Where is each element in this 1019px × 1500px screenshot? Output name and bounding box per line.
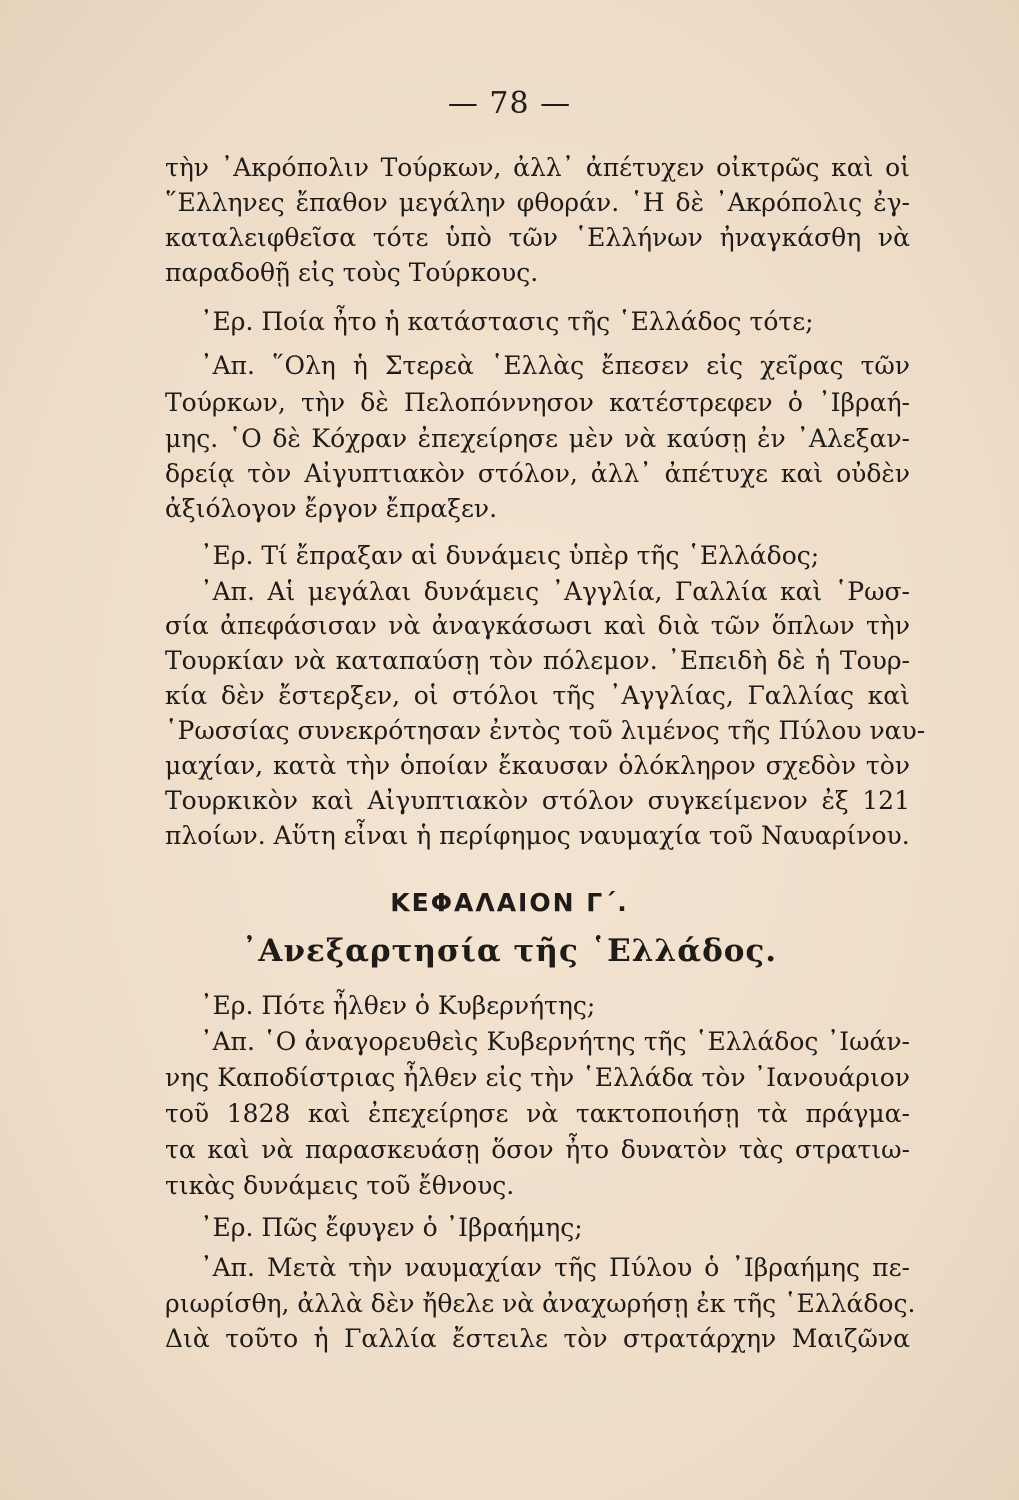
chapter-title: ᾿Ανεξαρτησία τῆς ῾Ελλάδος. [241,933,778,969]
text-line: ῾Ρωσσίας συνεκρότησαν ἐντὸς τοῦ λιμένος τῆς Πύλου ναυ- [165,716,926,745]
chapter-heading: ΚΕΦΑΛΑΙΟΝ Γ΄. [390,888,629,917]
text-line: παραδοθῇ εἰς τοὺς Τούρκους. [165,258,539,287]
question-line: ᾿Ερ. Ποία ἦτο ἡ κατάστασις τῆς ῾Ελλάδος τότε; [200,307,814,336]
text-line: τοῦ 1828 καὶ ἐπεχείρησε νὰ τακτοποιήσῃ τὰ πράγμα- [165,1099,910,1128]
answer-line: ᾿Απ. ῞Ολη ἡ Στερεὰ ῾Ελλὰς ἔπεσεν εἰς χεῖρας τῶν [200,351,910,380]
question-line: ᾿Ερ. Τί ἔπραξαν αἱ δυνάμεις ὑπὲρ τῆς ῾Ελλάδος; [200,541,820,570]
page-number: — 78 — [447,86,572,121]
question-line: ᾿Ερ. Πῶς ἔφυγεν ὁ ᾿Ιβραήμης; [200,1213,583,1242]
question-line: ᾿Ερ. Πότε ἦλθεν ὁ Κυβερνήτης; [200,991,596,1020]
text-line: Τουρκίαν νὰ καταπαύσῃ τὸν πόλεμον. ᾿Επειδὴ δὲ ἡ Τουρ- [165,646,910,675]
text-line: δρείᾳ τὸν Αἰγυπτιακὸν στόλον, ἀλλ᾿ ἀπέτυχε καὶ οὐδὲν [165,459,910,488]
text-line: νης Καποδίστριας ἦλθεν εἰς τὴν ῾Ελλάδα τὸν ᾿Ιανουάριον [165,1063,910,1092]
text-line: μης. ῾Ο δὲ Κόχραν ἐπεχείρησε μὲν νὰ καύσῃ ἐν ᾿Αλεξαν- [165,424,910,453]
text-line: ῞Ελληνες ἔπαθον μεγάλην φθοράν. ῾Η δὲ ᾿Ακρόπολις ἐγ- [165,188,910,217]
answer-line: ᾿Απ. Αἱ μεγάλαι δυνάμεις ᾿Αγγλία, Γαλλία καὶ ῾Ρωσ- [200,577,910,606]
text-line: πλοίων. Αὕτη εἶναι ἡ περίφημος ναυμαχία τοῦ Ναυαρίνου. [165,821,910,850]
text-line: τα καὶ νὰ παρασκευάσῃ ὅσον ἦτο δυνατὸν τὰς στρατιω- [165,1135,910,1164]
answer-line: ᾿Απ. ῾Ο ἀναγορευθεὶς Κυβερνήτης τῆς ῾Ελλάδος ᾿Ιωάν- [200,1027,910,1056]
text-line: Τούρκων, τὴν δὲ Πελοπόννησον κατέστρεφεν ὁ ᾿Ιβραή- [165,388,910,417]
text-line: ἀξιόλογον ἔργον ἔπραξεν. [165,494,498,523]
text-line: ριωρίσθη, ἀλλὰ δὲν ἤθελε νὰ ἀναχωρήσῃ ἐκ τῆς ῾Ελλάδος. [165,1289,916,1318]
text-line: σία ἀπεφάσισαν νὰ ἀναγκάσωσι καὶ διὰ τῶν ὅπλων τὴν [165,611,910,640]
text-line: κία δὲν ἔστερξεν, οἱ στόλοι τῆς ᾿Αγγλίας, Γαλλίας καὶ [165,681,910,710]
text-line: Διὰ τοῦτο ἡ Γαλλία ἔστειλε τὸν στρατάρχην Μαιζῶνα [165,1324,910,1353]
text-line: Τουρκικὸν καὶ Αἰγυπτιακὸν στόλον συγκείμενον ἐξ 121 [165,786,910,815]
text-line: τικὰς δυνάμεις τοῦ ἔθνους. [165,1171,515,1200]
answer-line: ᾿Απ. Μετὰ τὴν ναυμαχίαν τῆς Πύλου ὁ ᾿Ιβραήμης πε- [200,1253,910,1282]
text-line: μαχίαν, κατὰ τὴν ὁποίαν ἔκαυσαν ὁλόκληρον σχεδὸν τὸν [165,751,910,780]
text-line: τὴν ᾿Ακρόπολιν Τούρκων, ἀλλ᾿ ἀπέτυχεν οἰκτρῶς καὶ οἱ [165,153,910,182]
text-line: καταλειφθεῖσα τότε ὑπὸ τῶν ῾Ελλήνων ἠναγκάσθη νὰ [165,223,910,252]
